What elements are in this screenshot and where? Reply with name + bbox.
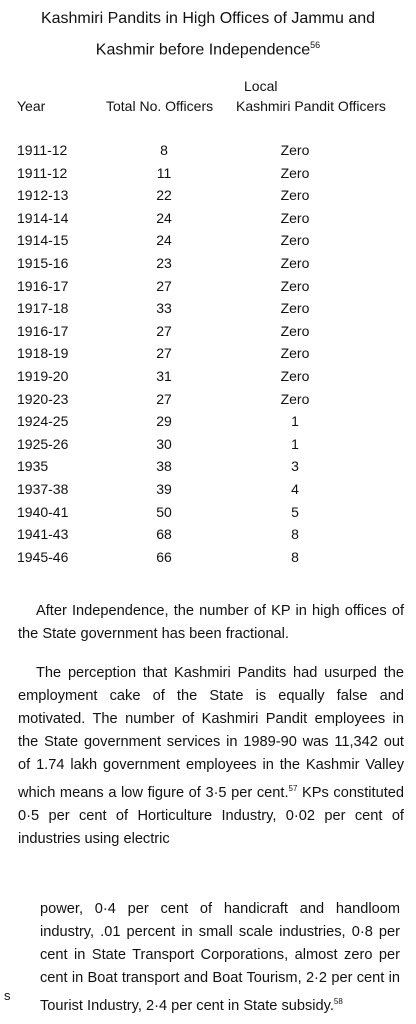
row-year: 1920-23 — [17, 390, 69, 407]
row-kp-officers: Zero — [280, 390, 310, 407]
table-title — [0, 6, 416, 63]
row-year: 1919-20 — [17, 367, 69, 384]
row-kp-officers: 1 — [291, 435, 299, 452]
row-total-officers: 39 — [156, 480, 172, 497]
title-line-1: Kashmiri Pandits in High Offices of Jammu and — [40, 10, 376, 27]
row-kp-officers: Zero — [280, 254, 310, 271]
row-total-officers: 68 — [156, 526, 172, 543]
table-header-row — [0, 98, 416, 118]
table-row — [0, 278, 416, 301]
header-year: Year — [17, 98, 46, 114]
table-row — [0, 255, 416, 278]
row-total-officers: 50 — [156, 503, 172, 520]
table-row — [0, 481, 416, 504]
row-year: 1940-41 — [17, 503, 69, 520]
table-body — [0, 142, 416, 571]
header-total-officers: Total No. Officers — [106, 98, 214, 114]
table-row — [0, 232, 416, 255]
row-year: 1937-38 — [17, 480, 69, 497]
table-row — [0, 458, 416, 481]
row-year: 1911-12 — [17, 164, 68, 181]
margin-mark: s — [4, 988, 11, 1003]
footnote-ref-58: 58 — [333, 997, 343, 1006]
row-kp-officers: 5 — [291, 503, 299, 520]
row-kp-officers: 3 — [291, 458, 299, 475]
table-row — [0, 300, 416, 323]
header-local: Local — [244, 78, 278, 94]
row-kp-officers: 8 — [291, 548, 299, 565]
row-kp-officers: Zero — [280, 277, 310, 294]
table-row — [0, 368, 416, 391]
paragraph-perception-text-b: KPs constituted 0·5 per cent of Horticulture Industry, 0·02 per cent of industries using electric — [18, 784, 404, 847]
row-total-officers: 66 — [156, 548, 172, 565]
title-footnote-ref: 56 — [310, 40, 321, 50]
row-kp-officers: Zero — [280, 322, 310, 339]
table-row — [0, 187, 416, 210]
row-total-officers: 22 — [156, 187, 172, 204]
row-kp-officers: Zero — [280, 142, 310, 158]
table-row — [0, 504, 416, 527]
row-year: 1912-13 — [17, 187, 69, 204]
paragraph-perception-text-a: The perception that Kashmiri Pandits had usurped the employment cake of the State is equally false and motivated. The number of Kashmiri Pandit employees in the State government services in 1989-90 was 11,342 out of 1.74 lakh government employees in the Kashmir Valley which means a low figure of 3·5 per cent. — [18, 665, 404, 801]
row-year: 1914-14 — [17, 209, 69, 226]
paragraph-perception — [18, 662, 404, 851]
row-year: 1917-18 — [17, 300, 69, 317]
row-total-officers: 24 — [156, 209, 172, 226]
row-total-officers: 38 — [156, 458, 172, 475]
row-year: 1914-15 — [17, 232, 69, 249]
table-row — [0, 165, 416, 188]
title-line-2 — [0, 32, 416, 63]
row-kp-officers: Zero — [280, 367, 310, 384]
paragraph-continued-text: power, 0·4 per cent of handicraft and handloom industry, .01 percent in small scale industries, 0·8 per cent in State Transport Corporations, almost zero per cent in Boat transport and Boat Tourism, 2·2 per cent in Tourist Industry, 2·4 per cent in State subsidy. — [40, 901, 400, 1014]
row-total-officers: 11 — [156, 164, 172, 181]
row-total-officers: 31 — [156, 367, 172, 384]
row-total-officers: 23 — [156, 254, 172, 271]
row-year: 1935 — [17, 458, 49, 475]
row-total-officers: 33 — [156, 300, 172, 317]
row-total-officers: 30 — [156, 435, 172, 452]
paragraph-after-independence: After Independence, the number of KP in high offices of the State government has been fractional. — [18, 603, 404, 642]
row-total-officers: 24 — [156, 232, 172, 249]
table-row — [0, 413, 416, 436]
row-kp-officers: 1 — [291, 413, 299, 430]
row-kp-officers: Zero — [280, 232, 310, 249]
row-year: 1941-43 — [17, 526, 69, 543]
row-kp-officers: Zero — [280, 164, 310, 181]
table-row — [0, 436, 416, 459]
row-kp-officers: Zero — [280, 187, 310, 204]
table-row — [0, 526, 416, 549]
row-year: 1916-17 — [17, 322, 69, 339]
row-kp-officers: Zero — [280, 209, 310, 226]
row-year: 1915-16 — [17, 254, 69, 271]
row-kp-officers: 8 — [291, 526, 299, 543]
header-kp-officers: Kashmiri Pandit Officers — [236, 98, 386, 114]
table-row — [0, 210, 416, 233]
row-kp-officers: 4 — [291, 480, 299, 497]
row-total-officers: 8 — [160, 142, 168, 158]
row-total-officers: 27 — [156, 277, 172, 294]
table-row — [0, 142, 416, 165]
row-year: 1945-46 — [17, 548, 69, 565]
footnote-ref-57: 57 — [288, 784, 298, 793]
paragraph-continued — [40, 898, 400, 1018]
row-total-officers: 29 — [156, 413, 172, 430]
table-row — [0, 549, 416, 572]
row-kp-officers: Zero — [280, 300, 310, 317]
row-year: 1924-25 — [17, 413, 69, 430]
row-year: 1925-26 — [17, 435, 69, 452]
row-total-officers: 27 — [156, 322, 172, 339]
title-line-2-text: Kashmir before Independence — [95, 41, 311, 59]
row-total-officers: 27 — [156, 345, 172, 362]
table-row — [0, 345, 416, 368]
row-year: 1918-19 — [17, 345, 69, 362]
row-total-officers: 27 — [156, 390, 172, 407]
table-row — [0, 391, 416, 414]
row-kp-officers: Zero — [280, 345, 310, 362]
row-year: 1916-17 — [17, 277, 69, 294]
row-year: 1911-12 — [17, 142, 68, 158]
table-row — [0, 323, 416, 346]
